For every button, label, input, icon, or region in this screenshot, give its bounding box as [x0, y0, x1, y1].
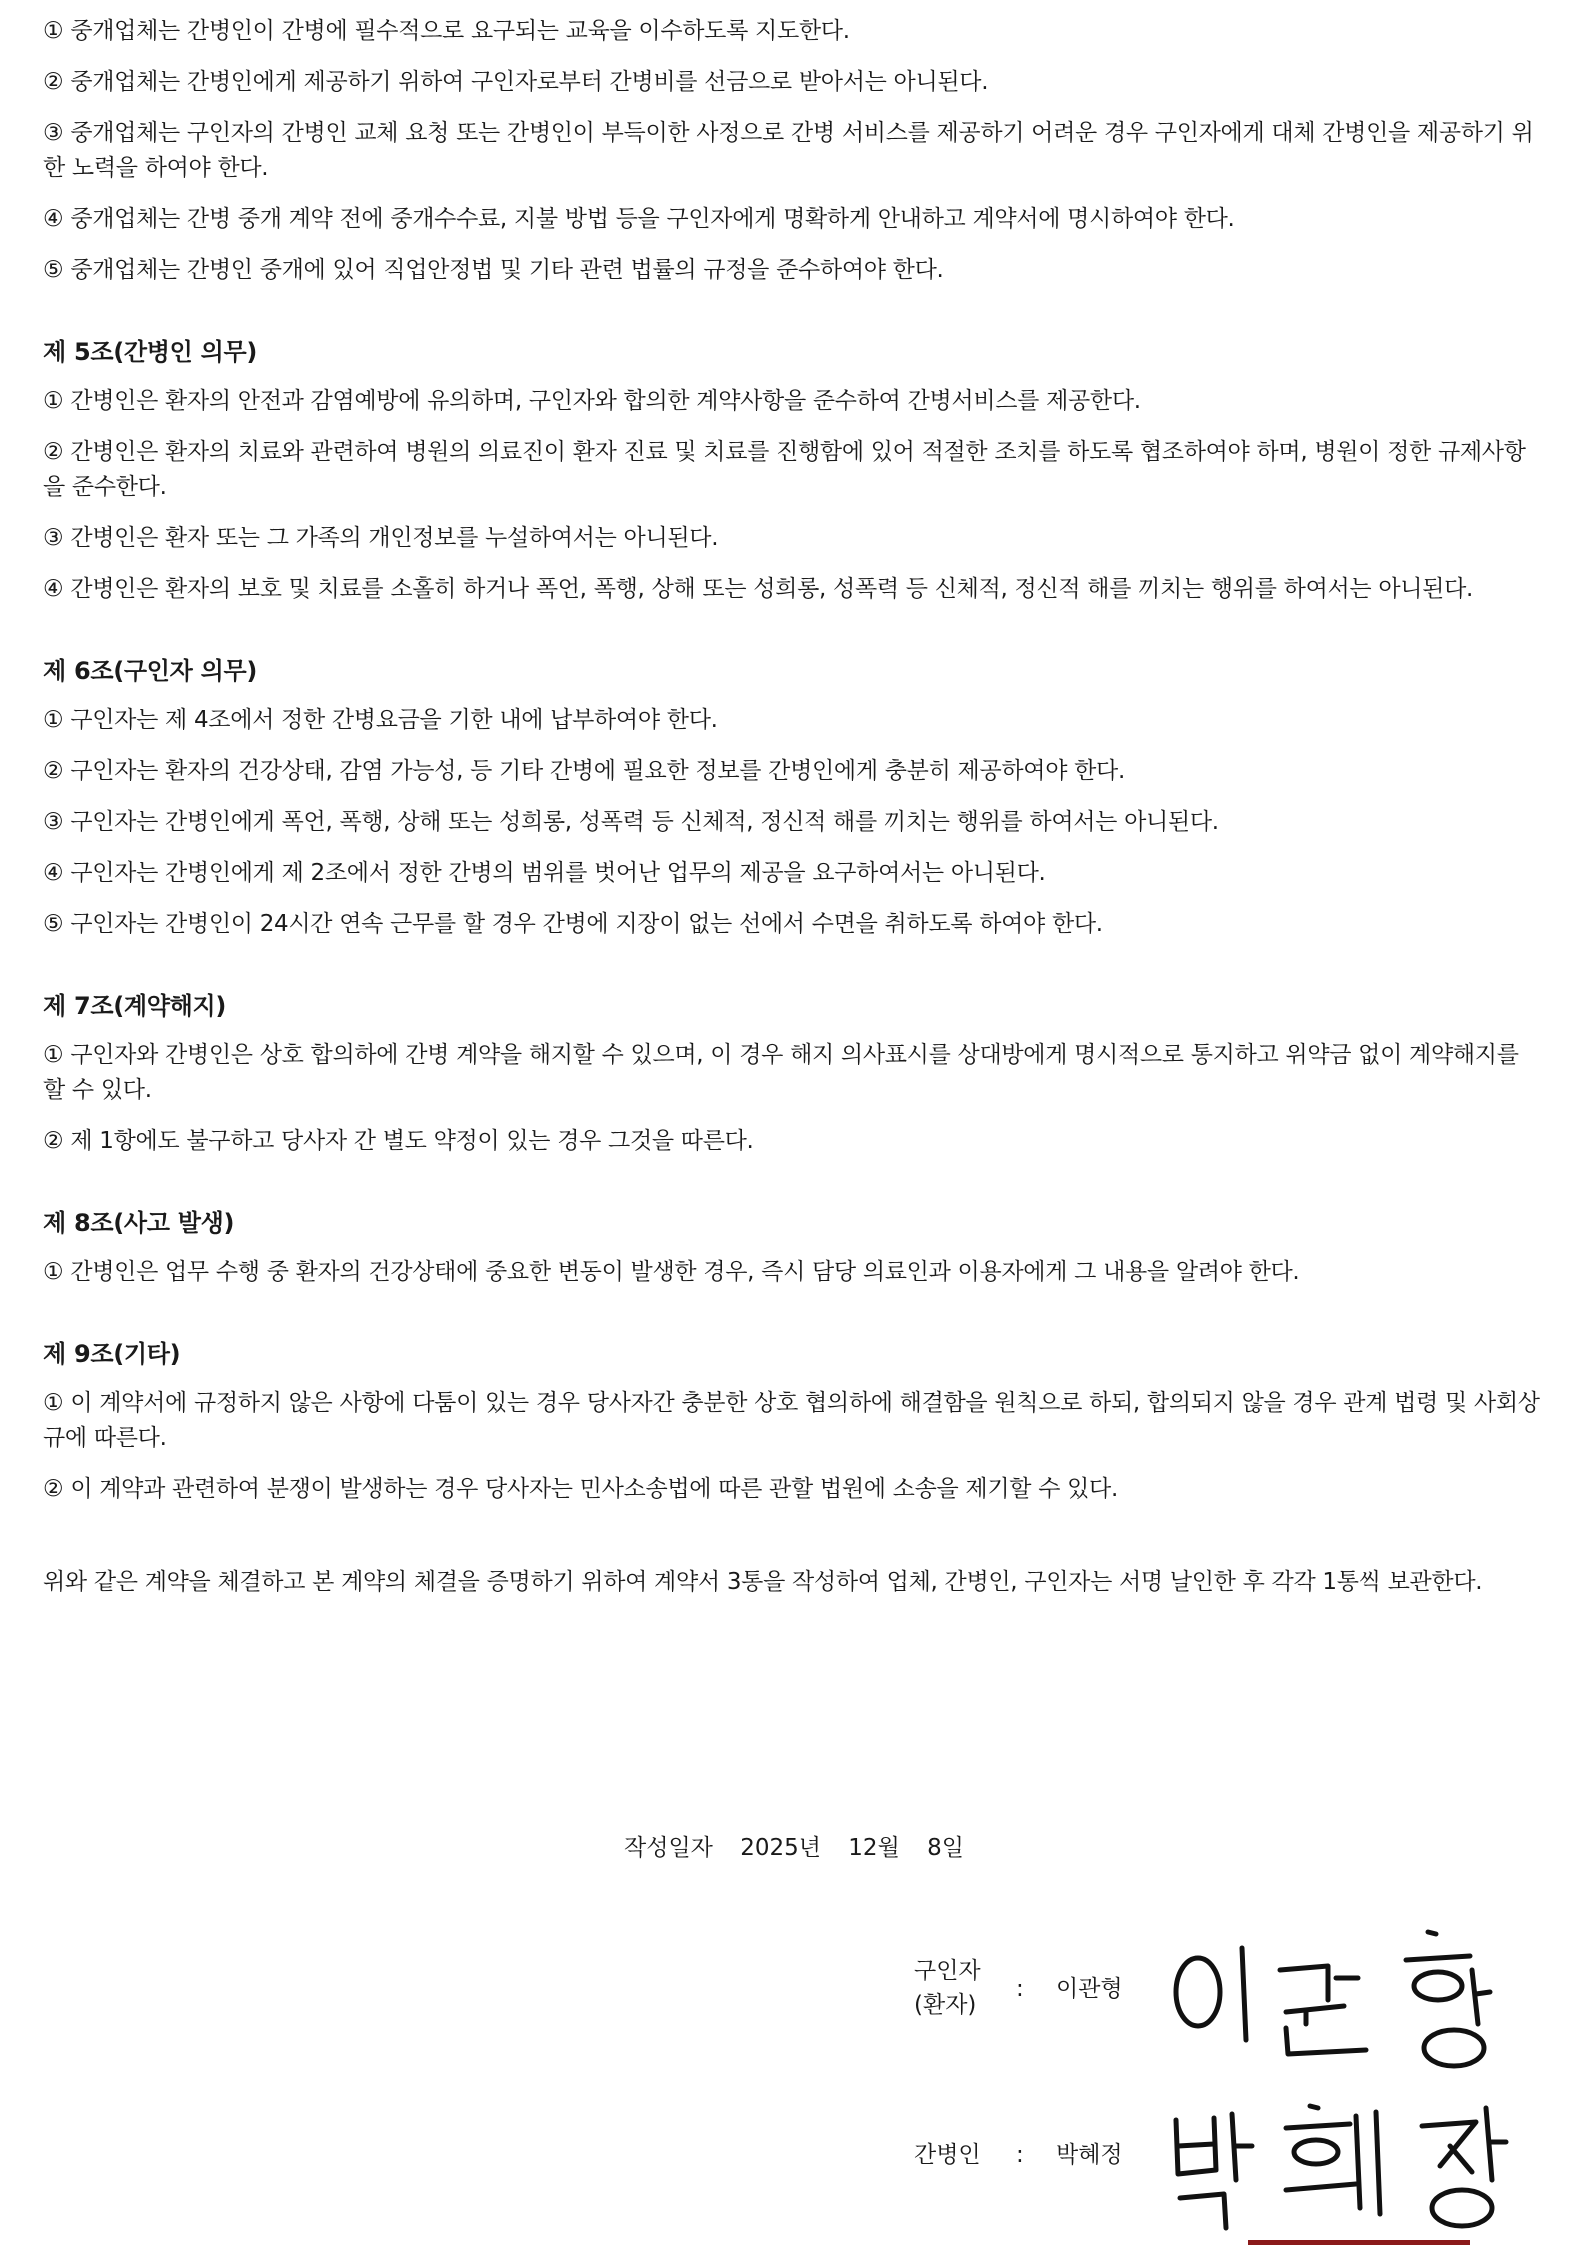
article-item: ① 구인자는 제 4조에서 정한 간병요금을 기한 내에 납부하여야 한다.	[43, 707, 718, 733]
article-item: ② 이 계약과 관련하여 분쟁이 발생하는 경우 당사자는 민사소송법에 따른 관할 법원에 소송을 제기할 수 있다.	[43, 1476, 1118, 1502]
closing-statement: 위와 같은 계약을 체결하고 본 계약의 체결을 증명하기 위하여 계약서 3통을 작성하여 업체, 간병인, 구인자는 서명 날인한 후 각각 1통씩 보관한다.	[43, 1569, 1483, 1595]
intro-item: ② 중개업체는 간병인에게 제공하기 위하여 구인자로부터 간병비를 선금으로 받아서는 아니된다.	[43, 69, 989, 95]
caregiver-name: 박혜정	[1056, 2142, 1123, 2168]
article-8	[43, 1205, 1545, 1290]
article-7	[43, 988, 1545, 1159]
article-title: 제 6조(구인자 의무)	[43, 657, 258, 685]
article-item: ① 간병인은 환자의 안전과 감염예방에 유의하며, 구인자와 합의한 계약사항을 준수하여 간병서비스를 제공한다.	[43, 388, 1141, 414]
intro-items	[43, 14, 1545, 288]
article-title: 제 9조(기타)	[43, 1340, 181, 1368]
article-item: ④ 구인자는 간병인에게 제 2조에서 정한 간병의 범위를 벗어난 업무의 제공을 요구하여서는 아니된다.	[43, 860, 1046, 886]
article-item: ① 구인자와 간병인은 상호 합의하에 간병 계약을 해지할 수 있으며, 이 경우 해지 의사표시를 상대방에게 명시적으로 통지하고 위약금 없이 계약해지를 할 수 있다.	[43, 1042, 1519, 1103]
caregiver-colon: :	[1016, 2142, 1024, 2168]
client-handwritten-signature	[1160, 1920, 1520, 2080]
article-item: ① 간병인은 업무 수행 중 환자의 건강상태에 중요한 변동이 발생한 경우, 즉시 담당 의료인과 이용자에게 그 내용을 알려야 한다.	[43, 1259, 1300, 1285]
article-item: ③ 간병인은 환자 또는 그 가족의 개인정보를 누설하여서는 아니된다.	[43, 525, 719, 551]
client-colon: :	[1016, 1976, 1024, 2002]
article-item: ⑤ 구인자는 간병인이 24시간 연속 근무를 할 경우 간병에 지장이 없는 선에서 수면을 취하도록 하여야 한다.	[43, 911, 1103, 937]
date-year: 2025년	[740, 1835, 821, 1861]
client-label	[914, 1954, 1004, 2022]
article-item: ② 구인자는 환자의 건강상태, 감염 가능성, 등 기타 간병에 필요한 정보를 간병인에게 충분히 제공하여야 한다.	[43, 758, 1125, 784]
article-title: 제 7조(계약해지)	[43, 992, 227, 1020]
bottom-accent-bar	[1248, 2240, 1470, 2245]
intro-item: ③ 중개업체는 구인자의 간병인 교체 요청 또는 간병인이 부득이한 사정으로 간병 서비스를 제공하기 어려운 경우 구인자에게 대체 간병인을 제공하기 위한 노력을 하여야 한다.	[43, 120, 1534, 181]
date-month: 12월	[848, 1835, 900, 1861]
client-name: 이관형	[1056, 1976, 1123, 2002]
article-9	[43, 1336, 1545, 1507]
client-label-line1: 구인자	[914, 1958, 981, 1984]
article-item: ② 제 1항에도 불구하고 당사자 간 별도 약정이 있는 경우 그것을 따른다.	[43, 1128, 754, 1154]
contract-body	[43, 14, 1545, 1623]
intro-item: ⑤ 중개업체는 간병인 중개에 있어 직업안정법 및 기타 관련 법률의 규정을 준수하여야 한다.	[43, 257, 944, 283]
article-5	[43, 334, 1545, 607]
client-label-line2: (환자)	[914, 1992, 977, 2018]
caregiver-label: 간병인	[914, 2142, 981, 2168]
article-item: ② 간병인은 환자의 치료와 관련하여 병원의 의료진이 환자 진료 및 치료를 진행함에 있어 적절한 조치를 하도록 협조하여야 하며, 병원이 정한 규제사항을 준수한다.	[43, 439, 1526, 500]
intro-item: ① 중개업체는 간병인이 간병에 필수적으로 요구되는 교육을 이수하도록 지도한다.	[43, 18, 850, 44]
article-title: 제 8조(사고 발생)	[43, 1209, 235, 1237]
article-6	[43, 653, 1545, 942]
date-day: 8일	[927, 1835, 964, 1861]
date-label: 작성일자	[624, 1835, 713, 1861]
article-title: 제 5조(간병인 의무)	[43, 338, 258, 366]
article-item: ③ 구인자는 간병인에게 폭언, 폭행, 상해 또는 성희롱, 성폭력 등 신체적, 정신적 해를 끼치는 행위를 하여서는 아니된다.	[43, 809, 1219, 835]
date-line	[0, 1831, 1588, 1866]
article-item: ④ 간병인은 환자의 보호 및 치료를 소홀히 하거나 폭언, 폭행, 상해 또는 성희롱, 성폭력 등 신체적, 정신적 해를 끼치는 행위를 하여서는 아니된다.	[43, 576, 1474, 602]
article-item: ① 이 계약서에 규정하지 않은 사항에 다툼이 있는 경우 당사자간 충분한 상호 협의하에 해결함을 원칙으로 하되, 합의되지 않을 경우 관계 법령 및 사회상규에 따른다.	[43, 1390, 1540, 1451]
intro-item: ④ 중개업체는 간병 중개 계약 전에 중개수수료, 지불 방법 등을 구인자에게 명확하게 안내하고 계약서에 명시하여야 한다.	[43, 206, 1235, 232]
caregiver-handwritten-signature	[1160, 2096, 1520, 2236]
